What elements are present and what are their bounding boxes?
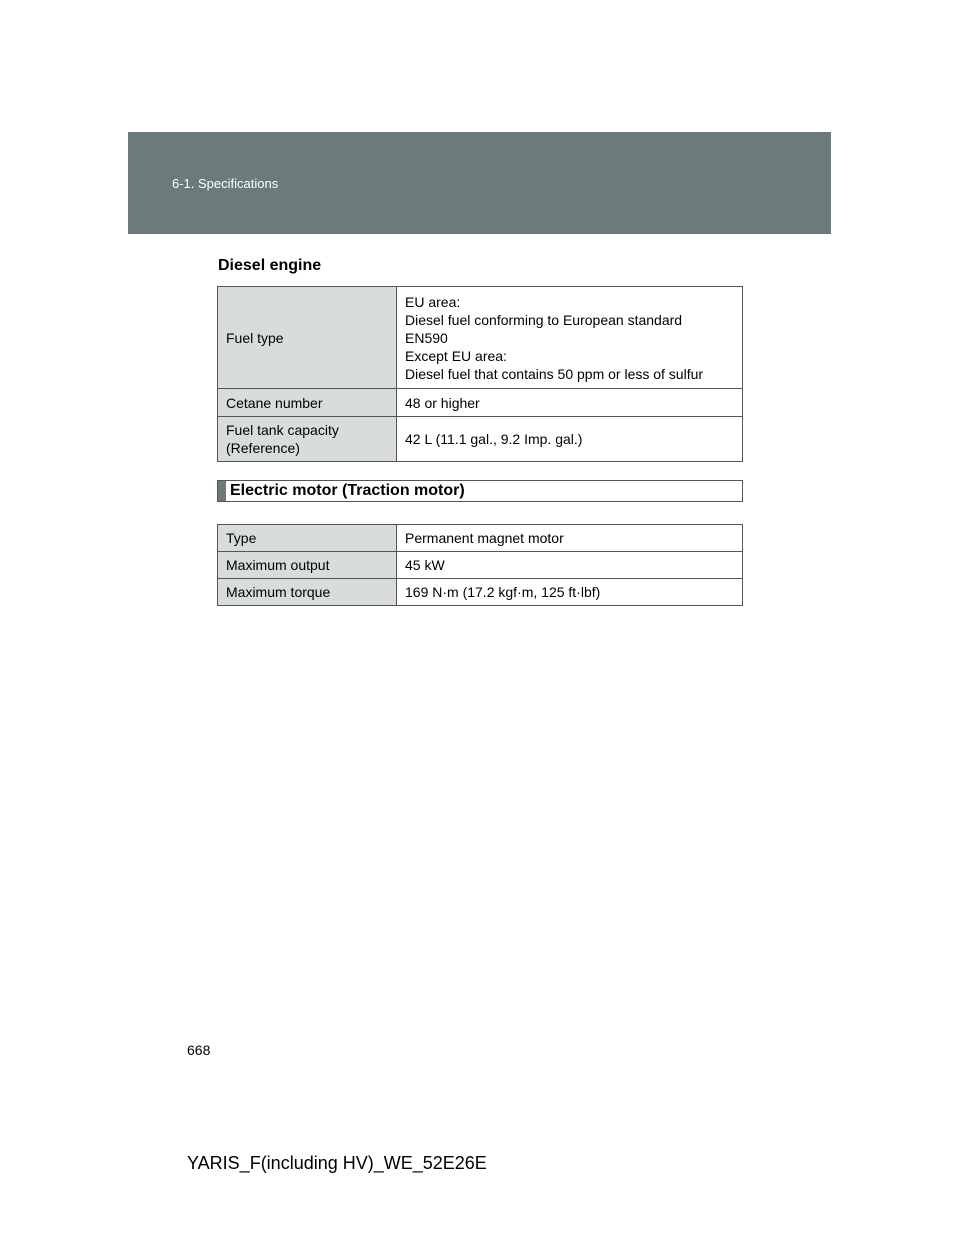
table-row xyxy=(218,417,743,462)
cetane-number-label: Cetane number xyxy=(218,389,397,417)
fuel-type-line: Except EU area: xyxy=(405,347,507,364)
table-row xyxy=(218,389,743,417)
table-row xyxy=(218,287,743,389)
maximum-torque-label: Maximum torque xyxy=(218,579,397,606)
fuel-tank-capacity-line: (Reference) xyxy=(226,440,300,456)
maximum-output-value: 45 kW xyxy=(397,552,743,579)
motor-spec-table xyxy=(217,524,743,606)
document-code: YARIS_F(including HV)_WE_52E26E xyxy=(187,1153,487,1173)
diesel-spec-table xyxy=(217,286,743,462)
section-title: 6-1. Specifications xyxy=(172,176,279,191)
page-header-band xyxy=(128,132,831,234)
type-label: Type xyxy=(218,525,397,552)
fuel-type-line: Diesel fuel conforming to European standard xyxy=(405,311,683,328)
electric-motor-heading-text: Electric motor (Traction motor) xyxy=(230,482,465,499)
fuel-tank-capacity-line: Fuel tank capacity xyxy=(226,422,339,438)
fuel-type-line: Diesel fuel that contains 50 ppm or less of sulfur xyxy=(405,365,704,382)
table-row xyxy=(218,525,743,552)
fuel-tank-capacity-value: 42 L (11.1 gal., 9.2 Imp. gal.) xyxy=(397,417,743,462)
page-number: 668 xyxy=(187,1042,211,1058)
diesel-engine-heading: Diesel engine xyxy=(218,257,322,274)
maximum-output-label: Maximum output xyxy=(218,552,397,579)
electric-motor-heading xyxy=(217,480,743,502)
fuel-tank-capacity-label xyxy=(218,417,397,462)
fuel-type-value xyxy=(397,287,743,389)
fuel-type-label: Fuel type xyxy=(218,287,397,389)
table-row xyxy=(218,552,743,579)
maximum-torque-value: 169 N·m (17.2 kgf·m, 125 ft·lbf) xyxy=(397,579,743,606)
type-value: Permanent magnet motor xyxy=(397,525,743,552)
cetane-number-value: 48 or higher xyxy=(397,389,743,417)
table-row xyxy=(218,579,743,606)
fuel-type-line: EN590 xyxy=(405,329,448,346)
heading-accent-bar xyxy=(218,481,226,501)
fuel-type-line: EU area: xyxy=(405,293,461,310)
